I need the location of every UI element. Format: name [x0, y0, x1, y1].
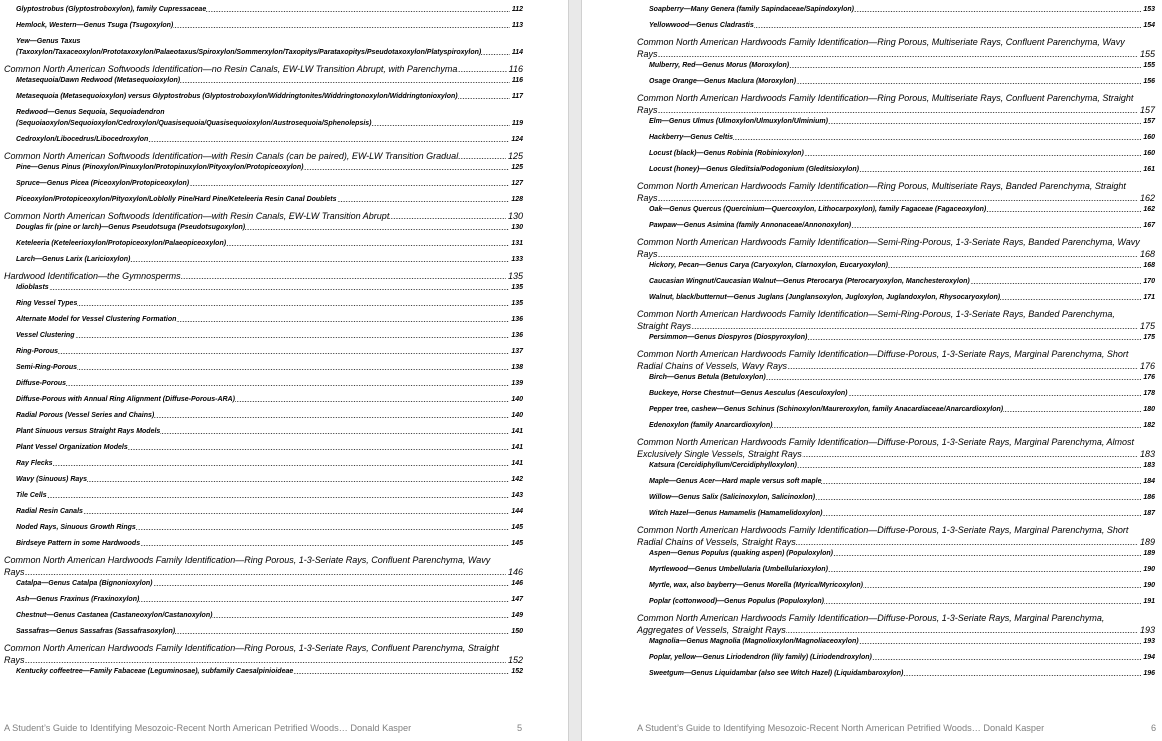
toc-entry-link[interactable] — [16, 485, 523, 501]
toc-entry-link[interactable] — [649, 260, 1155, 271]
toc-entry-page-number: 152 — [511, 668, 523, 675]
toc-entry-page-number: 141 — [511, 428, 523, 435]
toc-entry-title: Soapberry—Many Genera (family Sapindaceae/Sapindoxylon) — [649, 6, 855, 13]
toc-entry-link[interactable] — [649, 415, 1155, 431]
toc-entry-page-number: 170 — [1143, 278, 1155, 285]
toc-entry-link[interactable] — [649, 559, 1155, 575]
toc-heading-link[interactable] — [637, 343, 1155, 372]
toc-entry-link[interactable] — [16, 162, 523, 173]
toc-entry-page-number: 178 — [1143, 390, 1155, 397]
toc-entry-title: Idioblasts — [16, 284, 49, 291]
toc-entry-title: Myrtlewood—Genus Umbellularia (Umbellularioxylon) — [649, 566, 828, 573]
toc-entry-title: Plant Vessel Organization Models — [16, 444, 128, 451]
toc-entry-page-number: 116 — [508, 64, 523, 74]
toc-heading-link[interactable] — [637, 607, 1155, 636]
toc-entry-title: Diffuse-Porous — [16, 380, 67, 387]
toc-entry-title: Witch Hazel—Genus Hamamelis (Hamamelidoxylon) — [649, 510, 823, 517]
toc-entry-title: Ring-Porous — [16, 348, 58, 355]
toc-entry-page-number: 189 — [1139, 537, 1155, 547]
toc-entry-title: Cedroxylon/Libocedrus/Libocedroxylon — [16, 136, 149, 143]
toc-entry-title: Katsura (Cercidiphyllum/Cercidiphylloxylon) — [649, 462, 797, 469]
toc-entry-link[interactable] — [16, 282, 523, 293]
toc-entry-page-number: 137 — [511, 348, 523, 355]
toc-entry-page-number: 154 — [1143, 22, 1155, 29]
toc-entry-page-number: 127 — [511, 180, 523, 187]
toc-entry-page-number: 114 — [511, 49, 523, 56]
toc-entry-title: Keteleeria (Keteleerioxylon/Protopiceoxylon/Palaeopiceoxylon) — [16, 240, 227, 247]
toc-entry-title: Poplar, yellow—Genus Liriodendron (lily family) (Liriodendroxylon) — [649, 654, 872, 661]
toc-entry-title: Noded Rays, Sinuous Growth Rings — [16, 524, 136, 531]
toc-entry-title: Kentucky coffeetree—Family Fabaceae (Leguminosae), subfamily Caesalpinioideae — [16, 668, 294, 675]
toc-entry-page-number: 168 — [1139, 249, 1155, 259]
toc-entry-title: Metasequoia/Dawn Redwood (Metasequoioxylon) — [16, 77, 181, 84]
toc-entry-title: Tile Cells — [16, 492, 47, 499]
toc-entry-link[interactable] — [16, 517, 523, 533]
toc-entry-link[interactable] — [649, 548, 1155, 559]
toc-entry-page-number: 189 — [1143, 550, 1155, 557]
toc-entry-title: Common North American Hardwoods Family Identification—Semi-Ring-Porous, 1-3-Seriate Rays, Banded Parenchyma, Straight Rays — [637, 309, 1115, 331]
toc-entry-title: Ash—Genus Fraxinus (Fraxinoxylon) — [16, 596, 140, 603]
toc-heading-link[interactable] — [637, 303, 1155, 332]
toc-entry-title: Poplar (cottonwood)—Genus Populus (Populoxylon) — [649, 598, 824, 605]
toc-entry-link[interactable] — [649, 287, 1155, 303]
toc-entry-page-number: 145 — [511, 540, 523, 547]
toc-heading-link[interactable] — [4, 58, 523, 75]
toc-entry-link[interactable] — [649, 460, 1155, 471]
toc-entry-page-number: 194 — [1143, 654, 1155, 661]
toc-entry-link[interactable] — [16, 86, 523, 102]
toc-entry-title: Walnut, black/butternut—Genus Juglans (Junglansoxylon, Jugloxylon, Juglandoxylon, Rhysocaryoxylon) — [649, 294, 1001, 301]
toc-entry-link[interactable] — [649, 215, 1155, 231]
toc-entry-title: Locust (black)—Genus Robinia (Robinioxylon) — [649, 150, 804, 157]
document-page-5 — [0, 0, 568, 741]
toc-entry-page-number: 186 — [1143, 494, 1155, 501]
toc-entry-page-number: 180 — [1143, 406, 1155, 413]
toc-entry-link[interactable] — [16, 0, 523, 15]
toc-heading-link[interactable] — [637, 175, 1155, 204]
toc-entry-link[interactable] — [16, 309, 523, 325]
toc-entry-link[interactable] — [649, 636, 1155, 647]
toc-entry-title: Sassafras—Genus Sassafras (Sassafrasoxylon) — [16, 628, 176, 635]
toc-heading-link[interactable] — [4, 549, 523, 578]
page-footer-title: A Student’s Guide to Identifying Mesozoic-Recent North American Petrified Woods… Donald Kasper — [4, 723, 412, 733]
toc-entry-page-number: 153 — [1143, 6, 1155, 13]
toc-entry-link[interactable] — [649, 116, 1155, 127]
toc-entry-title: Common North American Hardwoods Family Identification—Semi-Ring-Porous, 1-3-Seriate Rays, Banded Parenchyma, Wavy Rays — [637, 237, 1140, 259]
toc-entry-link[interactable] — [16, 501, 523, 517]
toc-entry-page-number: 175 — [1139, 321, 1155, 331]
toc-entry-page-number: 136 — [511, 316, 523, 323]
toc-entry-page-number: 139 — [511, 380, 523, 387]
toc-entry-page-number: 141 — [511, 444, 523, 451]
toc-entry-title: Common North American Hardwoods Family Identification—Ring Porous, Multiseriate Rays, Confluent Parenchyma, Wavy Rays — [637, 37, 1125, 59]
toc-entry-page-number: 117 — [511, 93, 523, 100]
toc-entry-page-number: 157 — [1139, 105, 1155, 115]
toc-entry-title: Hemlock, Western—Genus Tsuga (Tsugoxylon) — [16, 22, 174, 29]
toc-entry-link[interactable] — [16, 75, 523, 86]
toc-entry-title: Osage Orange—Genus Maclura (Moroxylon) — [649, 78, 797, 85]
page-number: 6 — [1151, 723, 1157, 733]
toc-heading-link[interactable] — [637, 31, 1155, 60]
toc-entry-link[interactable] — [649, 575, 1155, 591]
toc-entry-link[interactable] — [649, 71, 1155, 87]
toc-entry-link[interactable] — [16, 15, 523, 31]
toc-heading-link[interactable] — [637, 431, 1155, 460]
toc-heading-link[interactable] — [4, 637, 523, 666]
toc-entry-page-number: 171 — [1143, 294, 1155, 301]
toc-entry-title: Pine—Genus Pinus (Pinoxylon/Pinuxylon/Protopinuxylon/Pityoxylon/Protopiceoxylon) — [16, 164, 304, 171]
toc-entry-link[interactable] — [16, 249, 523, 265]
toc-entry-link[interactable] — [649, 471, 1155, 487]
toc-entry-page-number: 135 — [507, 271, 523, 281]
toc-entry-link[interactable] — [16, 173, 523, 189]
toc-entry-page-number: 125 — [511, 164, 523, 171]
toc-entry-link[interactable] — [16, 373, 523, 389]
toc-entry-link[interactable] — [649, 0, 1155, 15]
toc-entry-page-number: 124 — [511, 136, 523, 143]
toc-entry-title: Chestnut—Genus Castanea (Castaneoxylon/Castanoxylon) — [16, 612, 213, 619]
toc-entry-page-number: 144 — [511, 508, 523, 515]
toc-entry-link[interactable] — [649, 271, 1155, 287]
toc-entry-title: Radial Porous (Vessel Series and Chains) — [16, 412, 155, 419]
toc-entry-link[interactable] — [649, 663, 1155, 679]
toc-entry-page-number: 147 — [511, 596, 523, 603]
toc-entry-page-number: 116 — [511, 77, 523, 84]
page-gutter — [568, 0, 582, 741]
toc-entry-title: Ray Flecks — [16, 460, 53, 467]
toc-entry-title: Catalpa—Genus Catalpa (Bignonioxylon) — [16, 580, 153, 587]
toc-entry-page-number: 113 — [511, 22, 523, 29]
toc-entry-page-number: 146 — [507, 567, 523, 577]
toc-entry-page-number: 136 — [511, 332, 523, 339]
toc-entry-page-number: 128 — [511, 196, 523, 203]
page-footer-title: A Student’s Guide to Identifying Mesozoic-Recent North American Petrified Woods… Donald Kasper — [637, 723, 1045, 733]
toc-entry-title: Hackberry—Genus Celtis — [649, 134, 734, 141]
toc-entry-link[interactable] — [16, 666, 523, 677]
toc-heading-link[interactable] — [4, 205, 523, 222]
toc-entry-link[interactable] — [649, 332, 1155, 343]
toc-entry-link[interactable] — [16, 437, 523, 453]
toc-entry-title: Persimmon—Genus Diospyros (Diospyroxylon) — [649, 334, 808, 341]
toc-entry-title: Metasequoia (Metasequoioxylon) versus Glyptostrobus (Glyptostroboxylon/Widdringtonites/Widdringtonoxylon/Widdringtonioxylon) — [16, 93, 458, 100]
toc-entry-page-number: 140 — [511, 396, 523, 403]
toc-entry-link[interactable] — [649, 383, 1155, 399]
toc-entry-link[interactable] — [16, 341, 523, 357]
toc-entry-title: Common North American Hardwoods Family Identification—Diffuse-Porous, 1-3-Seriate Rays, Marginal Parenchyma, Short Radial Chains of Vessels, Straight Rays — [637, 525, 1129, 547]
toc-entry-page-number: 187 — [1143, 510, 1155, 517]
toc-entry-title: Common North American Hardwoods Family Identification—Ring Porous, Multiseriate Rays, Confluent Parenchyma, Straight Rays — [637, 93, 1134, 115]
toc-entry-title: Piceoxylon/Protopiceoxylon/Pityoxylon/Loblolly Pine/Hard Pine/Keteleeria Resin Canal Doublets — [16, 196, 337, 203]
toc-entry-link[interactable] — [649, 372, 1155, 383]
toc-entry-title: Pepper tree, cashew—Genus Schinus (Schinoxylon/Maureroxylon, family Anacardiaceae/Anarcardioxylon) — [649, 406, 1004, 413]
toc-entry-page-number: 138 — [511, 364, 523, 371]
toc-entry-link[interactable] — [16, 589, 523, 605]
toc-entry-title: Buckeye, Horse Chestnut—Genus Aesculus (Aesculoxylon) — [649, 390, 848, 397]
toc-entry-link[interactable] — [16, 453, 523, 469]
toc-heading-link[interactable] — [637, 519, 1155, 548]
toc-entry-title: Common North American Hardwoods Family Identification—Ring Porous, Multiseriate Rays, Banded Parenchyma, Straight Rays — [637, 181, 1126, 203]
toc-entry-title: Glyptostrobus (Glyptostroboxylon), family Cupressaceae — [16, 6, 207, 13]
toc-entry-link[interactable] — [649, 159, 1155, 175]
toc-entry-page-number: 193 — [1143, 638, 1155, 645]
toc-entry-link[interactable] — [16, 389, 523, 405]
table-of-contents — [637, 0, 1155, 679]
toc-entry-page-number: 156 — [1143, 78, 1155, 85]
toc-entry-page-number: 149 — [511, 612, 523, 619]
toc-entry-page-number: 191 — [1143, 598, 1155, 605]
toc-entry-page-number: 131 — [511, 240, 523, 247]
toc-entry-link[interactable] — [649, 15, 1155, 31]
toc-entry-title: Ring Vessel Types — [16, 300, 78, 307]
toc-entry-link[interactable] — [16, 605, 523, 621]
toc-entry-title: Willow—Genus Salix (Salicinoxylon, Salicinoxlon) — [649, 494, 816, 501]
toc-entry-page-number: 167 — [1143, 222, 1155, 229]
toc-entry-link[interactable] — [649, 127, 1155, 143]
toc-entry-title: Yew—Genus Taxus (Taxoxylon/Taxaceoxylon/Prototaxoxylon/Palaeotaxus/Spiroxylon/Sommerxylon/Taxopitys/Parataxopitys/Pseudotaxoxylon/Platyspiroxylon) — [16, 38, 482, 56]
toc-entry-title: Mulberry, Red—Genus Morus (Moroxylon) — [649, 62, 790, 69]
toc-entry-page-number: 183 — [1139, 449, 1155, 459]
toc-entry-link[interactable] — [649, 503, 1155, 519]
toc-entry-link[interactable] — [649, 487, 1155, 503]
toc-entry-link[interactable] — [16, 325, 523, 341]
toc-entry-link[interactable] — [16, 469, 523, 485]
toc-entry-page-number: 176 — [1143, 374, 1155, 381]
toc-entry-title: Maple—Genus Acer—Hard maple versus soft maple — [649, 478, 822, 485]
toc-entry-page-number: 183 — [1143, 462, 1155, 469]
toc-entry-page-number: 184 — [1143, 478, 1155, 485]
toc-entry-page-number: 155 — [1139, 49, 1155, 59]
toc-entry-link[interactable] — [649, 591, 1155, 607]
toc-entry-page-number: 190 — [1143, 582, 1155, 589]
toc-entry-link[interactable] — [16, 189, 523, 205]
toc-entry-link[interactable] — [16, 421, 523, 437]
toc-entry-link[interactable] — [649, 647, 1155, 663]
toc-entry-title: Common North American Softwoods Identification—with Resin Canals, EW-LW Transition Abrupt — [4, 211, 390, 221]
toc-entry-title: Vessel Clustering — [16, 332, 75, 339]
toc-heading-link[interactable] — [4, 265, 523, 282]
toc-entry-link[interactable] — [16, 621, 523, 637]
toc-entry-page-number: 190 — [1143, 566, 1155, 573]
toc-entry-title: Common North American Hardwoods Family Identification—Diffuse-Porous, 1-3-Seriate Rays, Marginal Parenchyma, Aggregates of Vessels, Straight Rays — [637, 613, 1105, 635]
toc-entry-page-number: 130 — [507, 211, 523, 221]
toc-entry-page-number: 135 — [511, 300, 523, 307]
toc-entry-page-number: 176 — [1139, 361, 1155, 371]
toc-entry-title: Diffuse-Porous with Annual Ring Alignment (Diffuse-Porous-ARA) — [16, 396, 235, 403]
toc-entry-page-number: 155 — [1143, 62, 1155, 69]
toc-entry-title: Locust (honey)—Genus Gleditsia/Podogonium (Gleditsioxylon) — [649, 166, 860, 173]
toc-entry-page-number: 196 — [1143, 670, 1155, 677]
toc-entry-page-number: 142 — [511, 476, 523, 483]
toc-entry-title: Magnolia—Genus Magnolia (Magnolioxylon/Magnoliaceoxylon) — [649, 638, 859, 645]
toc-entry-page-number: 145 — [511, 524, 523, 531]
toc-entry-title: Spruce—Genus Picea (Piceoxylon/Protopiceoxylon) — [16, 180, 190, 187]
toc-entry-link[interactable] — [649, 204, 1155, 215]
toc-heading-link[interactable] — [637, 231, 1155, 260]
toc-entry-title: Radial Resin Canals — [16, 508, 83, 515]
toc-entry-page-number: 157 — [1143, 118, 1155, 125]
toc-entry-page-number: 182 — [1143, 422, 1155, 429]
toc-entry-title: Caucasian Wingnut/Caucasian Walnut—Genus Pterocarya (Pterocaryoxylon, Manchesteroxylon) — [649, 278, 970, 285]
toc-entry-link[interactable] — [16, 222, 523, 233]
toc-entry-link[interactable] — [16, 578, 523, 589]
toc-entry-page-number: 125 — [507, 151, 523, 161]
toc-entry-title: Common North American Softwoods Identification—with Resin Canals (can be paired), EW-LW Transition Gradual — [4, 151, 459, 161]
toc-entry-title: Wavy (Sinuous) Rays — [16, 476, 88, 483]
toc-entry-link[interactable] — [649, 399, 1155, 415]
toc-entry-page-number: 133 — [511, 256, 523, 263]
toc-entry-link[interactable] — [16, 405, 523, 421]
toc-entry-page-number: 130 — [511, 224, 523, 231]
toc-entry-page-number: 162 — [1139, 193, 1155, 203]
toc-entry-link[interactable] — [16, 129, 523, 145]
page-number: 5 — [517, 723, 523, 733]
toc-entry-title: Elm—Genus Ulmus (Ulmoxylon/Ulmuxylon/Ulminium) — [649, 118, 828, 125]
toc-entry-page-number: 162 — [1143, 206, 1155, 213]
toc-entry-page-number: 152 — [507, 655, 523, 665]
toc-entry-page-number: 112 — [511, 6, 523, 13]
toc-entry-title: Common North American Hardwoods Family Identification—Ring Porous, 1-3-Seriate Rays, Confluent Parenchyma, Wavy Rays — [4, 555, 491, 577]
toc-entry-page-number: 175 — [1143, 334, 1155, 341]
toc-entry-page-number: 161 — [1143, 166, 1155, 173]
toc-entry-page-number: 160 — [1143, 134, 1155, 141]
toc-entry-title: Myrtle, wax, also bayberry—Genus Morella (Myrica/Myricoxylon) — [649, 582, 863, 589]
toc-entry-page-number: 193 — [1139, 625, 1155, 635]
toc-entry-page-number: 168 — [1143, 262, 1155, 269]
toc-entry-link[interactable] — [16, 233, 523, 249]
table-of-contents — [4, 0, 523, 677]
toc-entry-title: Yellowwood—Genus Cladrastis — [649, 22, 754, 29]
toc-entry-link[interactable] — [16, 293, 523, 309]
toc-entry-page-number: 119 — [511, 120, 523, 127]
toc-entry-page-number: 160 — [1143, 150, 1155, 157]
toc-entry-link[interactable] — [16, 533, 523, 549]
toc-entry-title: Larch—Genus Larix (Laricioxylon) — [16, 256, 131, 263]
document-page-6 — [582, 0, 1162, 741]
toc-heading-link[interactable] — [4, 145, 523, 162]
toc-entry-title: Hickory, Pecan—Genus Carya (Caryoxylon, Clarnoxylon, Eucaryoxylon) — [649, 262, 888, 269]
toc-entry-title: Alternate Model for Vessel Clustering Formation — [16, 316, 177, 323]
toc-entry-title: Semi-Ring-Porous — [16, 364, 78, 371]
toc-entry-title: Aspen—Genus Populus (quaking aspen) (Populoxylon) — [649, 550, 833, 557]
toc-entry-title: Plant Sinuous versus Straight Rays Models — [16, 428, 161, 435]
toc-entry-page-number: 140 — [511, 412, 523, 419]
toc-entry-title: Oak—Genus Quercus (Quercinium—Quercoxylon, Lithocarpoxylon), family Fagaceae (Fagaceoxylon) — [649, 206, 987, 213]
toc-entry-link[interactable] — [16, 102, 523, 129]
toc-entry-title: Redwood—Genus Sequoia, Sequoiadendron (Sequoiaoxylon/Sequoioxylon/Cedroxylon/Quasisequoia/Quasisequoioxylon/Austrosequoia/Sphenolepsis) — [16, 109, 372, 127]
toc-entry-link[interactable] — [649, 60, 1155, 71]
toc-heading-link[interactable] — [637, 87, 1155, 116]
toc-entry-title: Douglas fir (pine or larch)—Genus Pseudotsuga (Pseudotsugoxylon) — [16, 224, 246, 231]
toc-entry-link[interactable] — [649, 143, 1155, 159]
toc-entry-title: Common North American Hardwoods Family Identification—Diffuse-Porous, 1-3-Seriate Rays, Marginal Parenchyma, Almost Exclusively Single Vessels, Straight Rays — [637, 437, 1135, 459]
toc-entry-page-number: 143 — [511, 492, 523, 499]
toc-entry-title: Common North American Hardwoods Family Identification—Diffuse-Porous, 1-3-Seriate Rays, Marginal Parenchyma, Short Radial Chains of Vessels, Wavy Rays — [637, 349, 1129, 371]
toc-entry-title: Birch—Genus Betula (Betuloxylon) — [649, 374, 766, 381]
toc-entry-link[interactable] — [16, 31, 523, 58]
toc-entry-page-number: 146 — [511, 580, 523, 587]
toc-entry-link[interactable] — [16, 357, 523, 373]
toc-entry-page-number: 141 — [511, 460, 523, 467]
toc-entry-page-number: 135 — [511, 284, 523, 291]
toc-entry-title: Common North American Hardwoods Family Identification—Ring Porous, 1-3-Seriate Rays, Confluent Parenchyma, Straight Rays — [4, 643, 499, 665]
toc-entry-title: Edenoxylon (family Anarcardioxylon) — [649, 422, 773, 429]
toc-entry-title: Birdseye Pattern in some Hardwoods — [16, 540, 141, 547]
toc-entry-title: Hardwood Identification—the Gymnosperms — [4, 271, 181, 281]
toc-entry-title: Sweetgum—Genus Liquidambar (also see Witch Hazel) (Liquidambaroxylon) — [649, 670, 904, 677]
toc-entry-title: Common North American Softwoods Identification—no Resin Canals, EW-LW Transition Abrupt, with Parenchyma — [4, 64, 458, 74]
toc-entry-page-number: 150 — [511, 628, 523, 635]
toc-entry-title: Pawpaw—Genus Asimina (family Annonaceae/Annonoxylon) — [649, 222, 852, 229]
